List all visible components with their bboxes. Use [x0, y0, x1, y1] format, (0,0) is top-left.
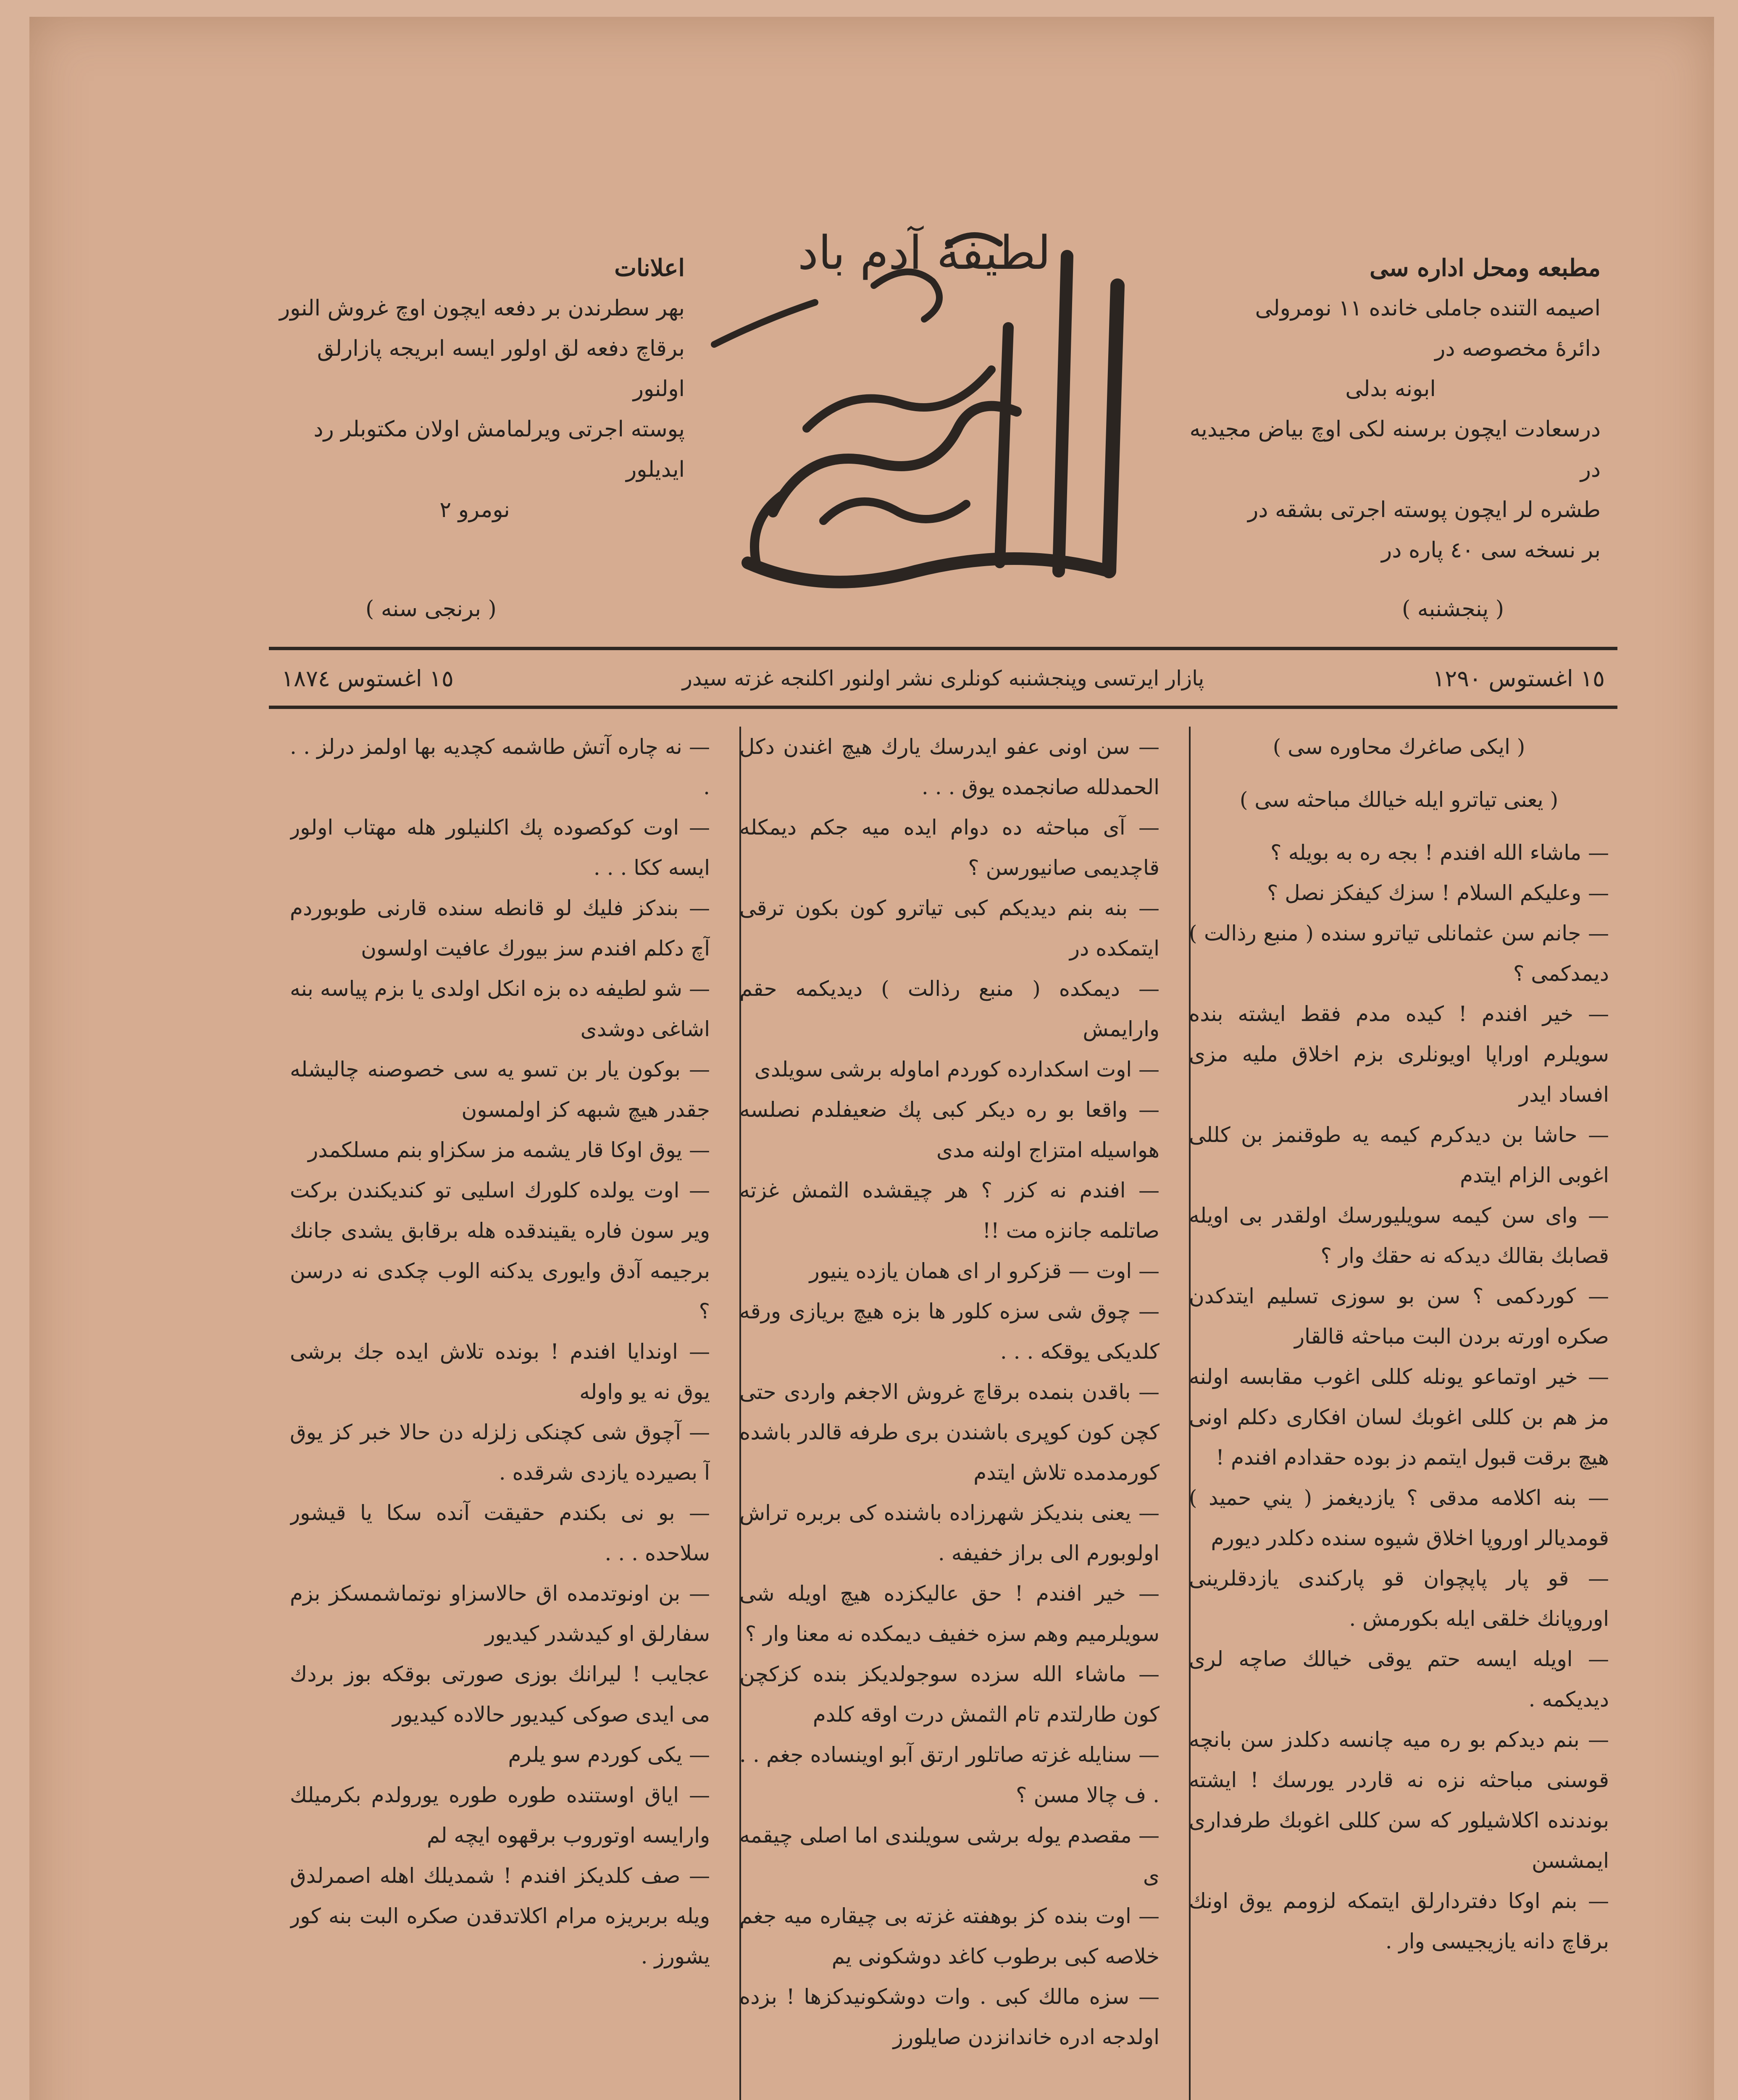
advert-info: [265, 248, 685, 530]
issue-day: ( پنجشنبه ): [1401, 596, 1504, 622]
paragraph: — خير اوتماعو يونله كللى اغوب مقابسه اولنه مز هم بن كللى اغوبك لسان افكارى دكلم اونى هيچ برقت قبول ايتمم دز بوده حقدادم افندم !: [1189, 1365, 1609, 1470]
paragraph: — جانم سن عثمانلى تياترو سنده ( منبع رذالت ) ديمدكمى ؟: [1189, 921, 1609, 986]
article-columns: [277, 727, 1609, 2100]
paragraph: — اوت — قزكرو ار اى همان يازده ينيور: [809, 1259, 1160, 1283]
publisher-info: [1181, 248, 1601, 570]
publisher-title: مطبعه ومحل اداره سى: [1370, 254, 1601, 282]
column-left: [290, 727, 710, 2100]
paragraph: — واقعا بو ره ديكر كبى پك ضعيفلدم نصلسه هواسيله امتزاج اولنه مدى: [739, 1097, 1160, 1162]
paragraph: — اوت اسكدارده كوردم اماوله برشى سويلدى: [754, 1057, 1160, 1082]
paragraph: — خير افندم ! حق عاليكزده هيچ اويله شى سويلرميم وهم سزه خفيف ديمكده نه معنا وار ؟: [739, 1581, 1160, 1646]
advert-line: بهر سطرندن بر دفعه ايچون اوچ غروش النور: [279, 296, 685, 321]
paragraph: — بوكون يار بن تسو يه سى خصوصنه چاليشله جقدر هيچ شبهه كز اولمسون: [290, 1057, 710, 1122]
paragraph: — اياق اوستنده طوره طوره يورولدم بكرميلك وارايسه اوتوروب برقهوه ايچه لم: [290, 1783, 710, 1848]
masthead-rule: [269, 647, 1617, 650]
calligraphic-logo: [697, 193, 1160, 634]
logo-calligraphy-icon: [697, 193, 1160, 634]
paragraph: — ماشاء الله سزده سوجولديكز بنده كزكچن كون طارلتدم تام الثمش درت اوقه كلدم: [739, 1662, 1160, 1727]
gregorian-date: ١٥ اغستوس ١٨٧٤: [281, 665, 454, 692]
paragraph: — ديمكده ( منبع رذالت ) ديديكمه حقم وارايمش: [739, 976, 1160, 1041]
publisher-line: درسعادت ايچون برسنه لكى اوچ بياض مجيديه در: [1189, 417, 1601, 482]
advert-line: برقاچ دفعه لق اولور ايسه ابريجه پازارلق اولنور: [317, 336, 685, 402]
paragraph: — خير افندم ! كيده مدم فقط ايشته بنده سويلرم اوراپا اويونلرى بزم اخلاق مليه مزى افساد ايدر: [1189, 1002, 1609, 1107]
paragraph: — سنايله غزته صاتلور ارتق آبو اوينساده جغم . . . ف چالا مسن ؟: [739, 1743, 1160, 1807]
paragraph: — شو لطيفه ده بزه انكل اولدى يا بزم پياسه بنه اشاغى دوشدى: [290, 976, 710, 1041]
paragraph: — اوندايا افندم ! بونده تلاش ايده جك برشى يوق نه يو واوله: [290, 1339, 710, 1404]
column-middle: [739, 727, 1160, 2100]
paragraph: — بنم اوكا دفتردارلق ايتمكه لزومم يوق اونك برقاچ دانه يازيجيسى وار .: [1189, 1889, 1609, 1953]
dateline: [281, 655, 1605, 701]
paragraph: — يكى كوردم سو يلرم: [508, 1743, 710, 1767]
paragraph: — يعنى بنديكز شهرزاده باشنده كى بربره تراش اولوبورم الى براز خفيفه .: [739, 1501, 1160, 1565]
paragraph: — اوت يولده كلورك اسليى تو كنديكندن بركت وير سون فاره يقيندقده هله برقابق يشدى جانك برجيمه آدق وايورى يدكنه الوب چكدى نه درسن ؟: [290, 1178, 710, 1323]
paragraph: — سن اونى عفو ايدرسك يارك هيچ اغندن دكل الحمدلله صانجمده يوق . . .: [739, 735, 1160, 799]
masthead: [29, 193, 1714, 643]
paragraph: — سزه مالك كبى . وات دوشكونيدكزها ! بزده اولدجه ادره خاندانزدن صايلورز: [739, 1984, 1160, 2049]
paragraph: — چوق شى سزه كلور ها بزه هيچ بريازى ورقه كلديكى يوقكه . . .: [739, 1299, 1160, 1364]
paragraph: — يوق اوكا قار يشمه مز سكزاو بنم مسلكمدر: [308, 1138, 710, 1162]
subscription-heading: ابونه بدلى: [1345, 376, 1436, 402]
paragraph: — بو نى بكندم حقيقت آنده سكا يا قيشور سلاحده . . .: [290, 1501, 710, 1565]
paragraph: — بنه بنم ديديكم كبى تياترو كون بكون ترقى ايتمكده در: [739, 896, 1160, 961]
publisher-line: بر نسخه سى ٤٠ پاره در: [1381, 538, 1601, 563]
paragraph: — كوردكمى ؟ سن بو سوزى تسليم ايتدكدن صكره اورته بردن البت مباحثه قالقار: [1189, 1284, 1609, 1349]
paragraph: — مقصدم يوله برشى سويلندى اما اصلى چيقمه ى: [739, 1823, 1160, 1888]
paragraph: — ماشاء الله افندم ! بجه ره به بويله ؟: [1270, 840, 1609, 865]
article-subtitle: ( يعنى تياترو ايله خيالك مباحثه سى ): [1239, 788, 1559, 812]
publisher-line: اصيمه التنده جاملى خانده ١١ نومرولى: [1255, 296, 1601, 321]
paragraph: — بنم ديدكم بو ره ميه چانسه دكلدز سن بانچه قوسنى مباحثه نزه نه قاردر يورسك ! ايشته بوندنده اكلاشيلور كه سن كللى اغوبك طرفدارى ايمشسن: [1189, 1727, 1609, 1873]
paragraph: — نه چاره آتش طاشمه كچديه بها اولمز درلز . . .: [290, 735, 710, 799]
paragraph: — آى مباحثه ده دوام ايده ميه جكم ديمكله قاچديمى صانيورسن ؟: [739, 815, 1160, 880]
paragraph: — بندكز فليك لو قانطه سنده قارنى طوبوردم آچ دكلم افندم سز بيورك عافيت اولسون: [290, 896, 710, 961]
issue-year: ( برنجى سنه ): [365, 596, 497, 622]
paragraph: — باقدن بنمده برقاچ غروش الاجغم واردى حتى كچن كون كوپرى باشندن برى طرفه قالدر باشده كورمدمده تلاش ايتدم: [739, 1380, 1160, 1485]
paragraph: — حاشا بن ديدكرم كيمه يه طوقنمز بن كللى اغوبى الزام ايتدم: [1189, 1123, 1609, 1187]
paragraph: — اوت بنده كز بوهفته غزته بى چيقاره ميه جغم خلاصه كبى برطوب كاغد دوشكونى يم: [739, 1904, 1160, 1969]
publication-note: پازار ايرتسى وپنجشنبه كونلرى نشر اولنور اكلنجه غزته سيدر: [682, 666, 1204, 690]
issue-number: نومرو ٢: [439, 497, 510, 522]
publisher-line: طشره لر ايچون پوسته اجرتى بشقه در: [1248, 497, 1601, 522]
paragraph: — اويله ايسه حتم يوقى خيالك صاچه لرى ديديكمه .: [1189, 1647, 1609, 1712]
paragraph: — وعليكم السلام ! سزك كيفكز نصل ؟: [1267, 881, 1609, 905]
paragraph: — افندم نه كزر ؟ هر چيقشده الثمش غزته صاتلمه جانزه مت !!: [739, 1178, 1160, 1243]
column-right: [1189, 727, 1609, 2100]
paragraph: عجايب ! ليرانك بوزى صورتى بوقكه بوز بردك مى ايدى صوكى كيديور حالاده كيديور: [290, 1662, 710, 1727]
paragraph: — قو پار پاپچوان قو پاركندى يازدقلرينى اوروپانك خلقى ايله بكورمش .: [1189, 1566, 1609, 1631]
logo-text: لطيفهٔ آدم باد: [797, 226, 1051, 280]
advert-line: پوسته اجرتى ويرلمامش اولان مكتوبلر رد ايديلور: [313, 417, 685, 482]
paragraph: — آچوق شى كچنكى زلزله دن حالا خبر كز يوق آ بصيرده يازدى شرقده .: [290, 1420, 710, 1485]
paragraph: — بن اونوتدمده اق حالاسزاو نوتماشمسكز بزم سفارلق او كيدشدر كيديور: [290, 1581, 710, 1646]
hijri-date: ١٥ اغستوس ١٢٩٠: [1433, 665, 1605, 692]
paragraph: — واى سن كيمه سويليورسك اولقدر بى اويله قصابك بقالك ديدكه نه حقك وار ؟: [1189, 1203, 1609, 1268]
publisher-line: دائرهٔ مخصوصه در: [1435, 336, 1601, 361]
article-title: ( ايكى صاغرك محاوره سى ): [1273, 735, 1525, 759]
paragraph: — صف كلديكز افندم ! شمديلك اهله اصمرلدق ويله بربريزه مرام اكلاتدقدن صكره البت بنه كور يشورز .: [290, 1864, 710, 1969]
dateline-rule: [269, 706, 1617, 709]
newspaper-page: [29, 17, 1714, 2100]
paragraph: — بنه اكلامه مدقى ؟ يازديغمز ( يني حميد ) قومديالر اوروپا اخلاق شيوه سنده دكلدر ديورم: [1189, 1486, 1609, 1550]
advert-title: اعلانات: [614, 254, 685, 282]
paragraph: — اوت كوكصوده پك اكلنيلور هله مهتاب اولور ايسه ككا . . .: [290, 815, 710, 880]
